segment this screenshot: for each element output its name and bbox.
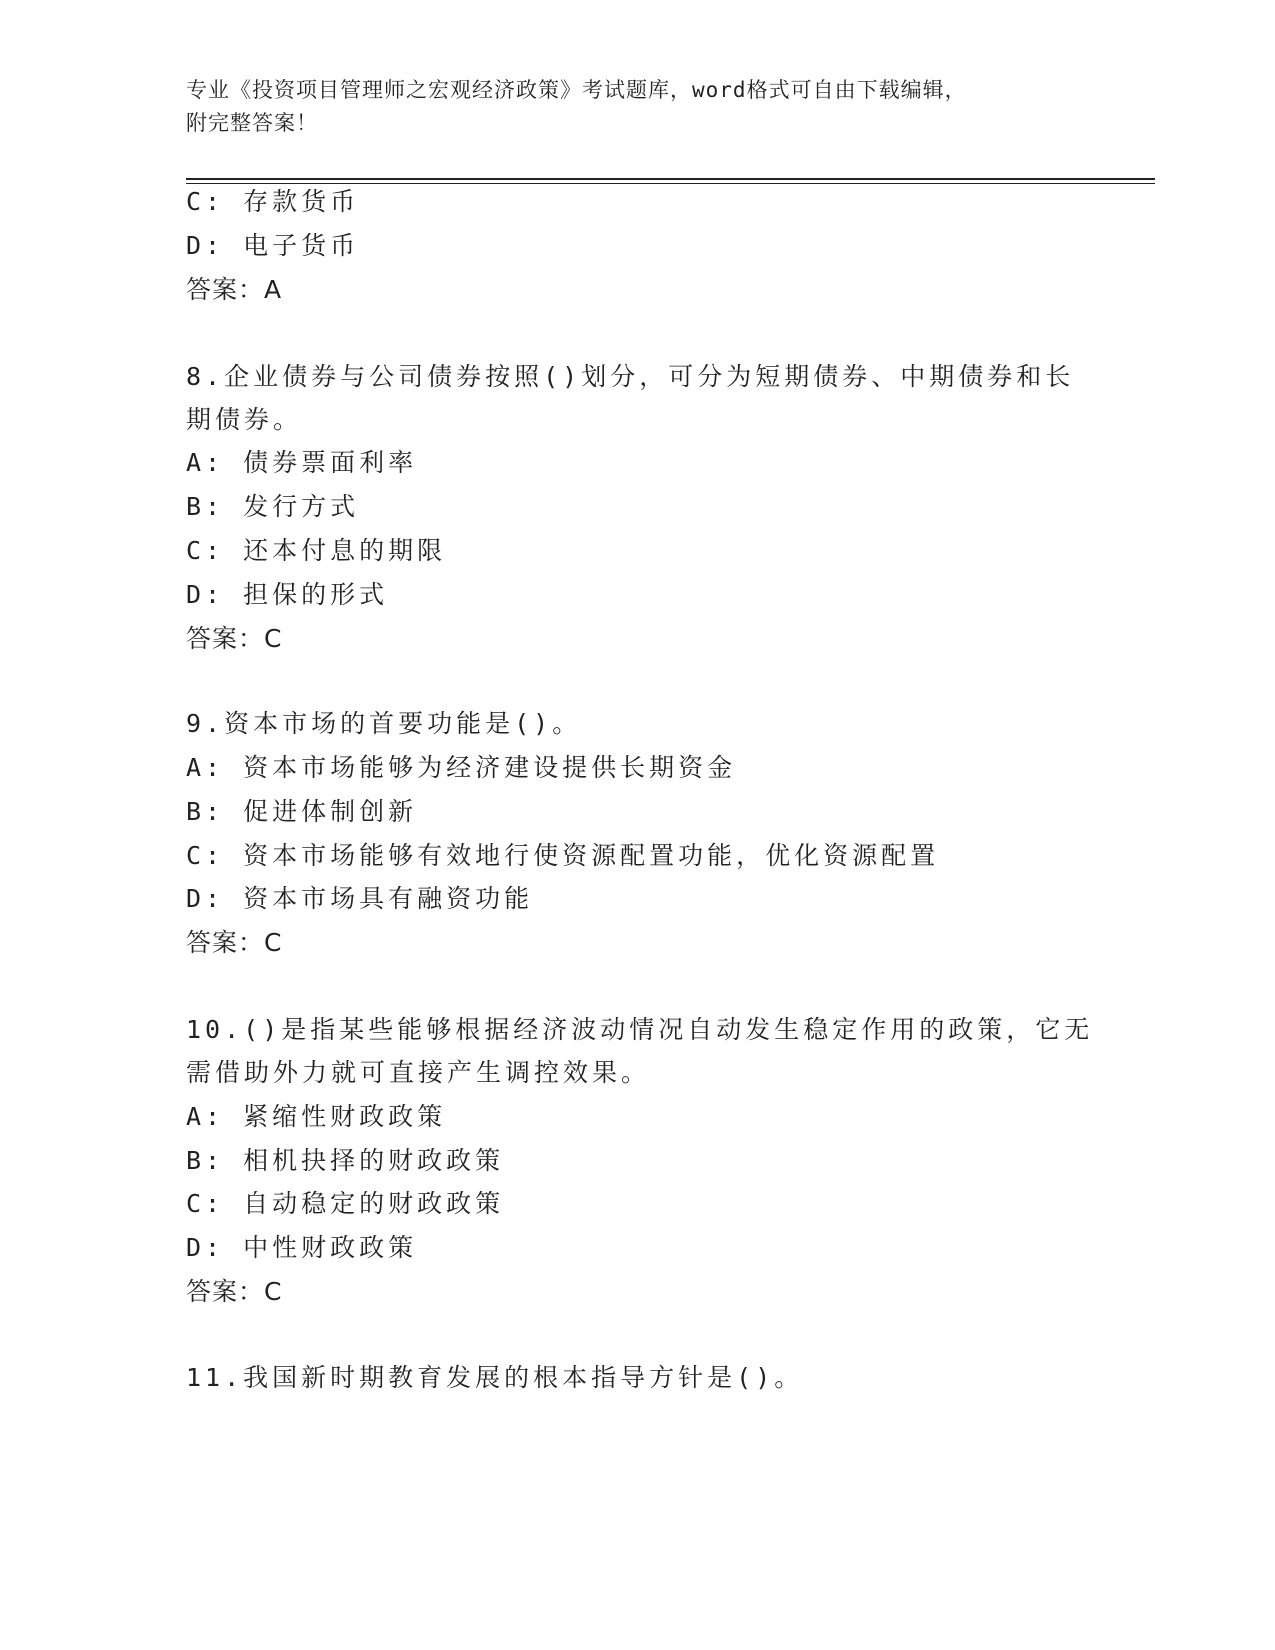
q8-stem-line-2: 期债券。 bbox=[186, 405, 303, 434]
header-line-2: 附完整答案！ bbox=[186, 111, 318, 135]
q9-option-c: C: 资本市场能够有效地行使资源配置功能，优化资源配置 bbox=[186, 841, 940, 870]
q10-stem-line-1: 10.()是指某些能够根据经济波动情况自动发生稳定作用的政策，它无 bbox=[186, 1015, 1094, 1044]
prev-option-c: C: 存款货币 bbox=[186, 187, 360, 216]
q10-option-d: D: 中性财政政策 bbox=[186, 1233, 418, 1262]
q9-option-a: A: 资本市场能够为经济建设提供长期资金 bbox=[186, 753, 737, 782]
q8-answer: 答案：C bbox=[186, 624, 283, 653]
q9-option-d: D: 资本市场具有融资功能 bbox=[186, 884, 534, 913]
q10-option-c: C: 自动稳定的财政政策 bbox=[186, 1189, 505, 1218]
header-line-1: 专业《投资项目管理师之宏观经济政策》考试题库，word格式可自由下载编辑， bbox=[186, 78, 967, 102]
q8-option-d: D: 担保的形式 bbox=[186, 580, 389, 609]
q10-answer: 答案：C bbox=[186, 1277, 283, 1306]
q9-option-b: B: 促进体制创新 bbox=[186, 797, 418, 826]
header-divider-thick bbox=[186, 178, 1155, 180]
q8-option-a: A: 债券票面利率 bbox=[186, 448, 418, 477]
q8-option-b: B: 发行方式 bbox=[186, 492, 360, 521]
q10-option-a: A: 紧缩性财政政策 bbox=[186, 1102, 447, 1131]
q8-stem-line-1: 8.企业债券与公司债券按照()划分，可分为短期债券、中期债券和长 bbox=[186, 362, 1075, 391]
q10-stem-line-2: 需借助外力就可直接产生调控效果。 bbox=[186, 1058, 651, 1087]
header-divider-thin bbox=[186, 183, 1155, 184]
q9-stem-line-1: 9.资本市场的首要功能是()。 bbox=[186, 709, 582, 738]
q11-stem-line-1: 11.我国新时期教育发展的根本指导方针是()。 bbox=[186, 1363, 804, 1392]
q8-option-c: C: 还本付息的期限 bbox=[186, 536, 447, 565]
q9-answer: 答案：C bbox=[186, 928, 283, 957]
q10-option-b: B: 相机抉择的财政政策 bbox=[186, 1146, 505, 1175]
document-header bbox=[186, 74, 1086, 140]
prev-answer: 答案：A bbox=[186, 275, 283, 304]
prev-option-d: D: 电子货币 bbox=[186, 231, 360, 260]
